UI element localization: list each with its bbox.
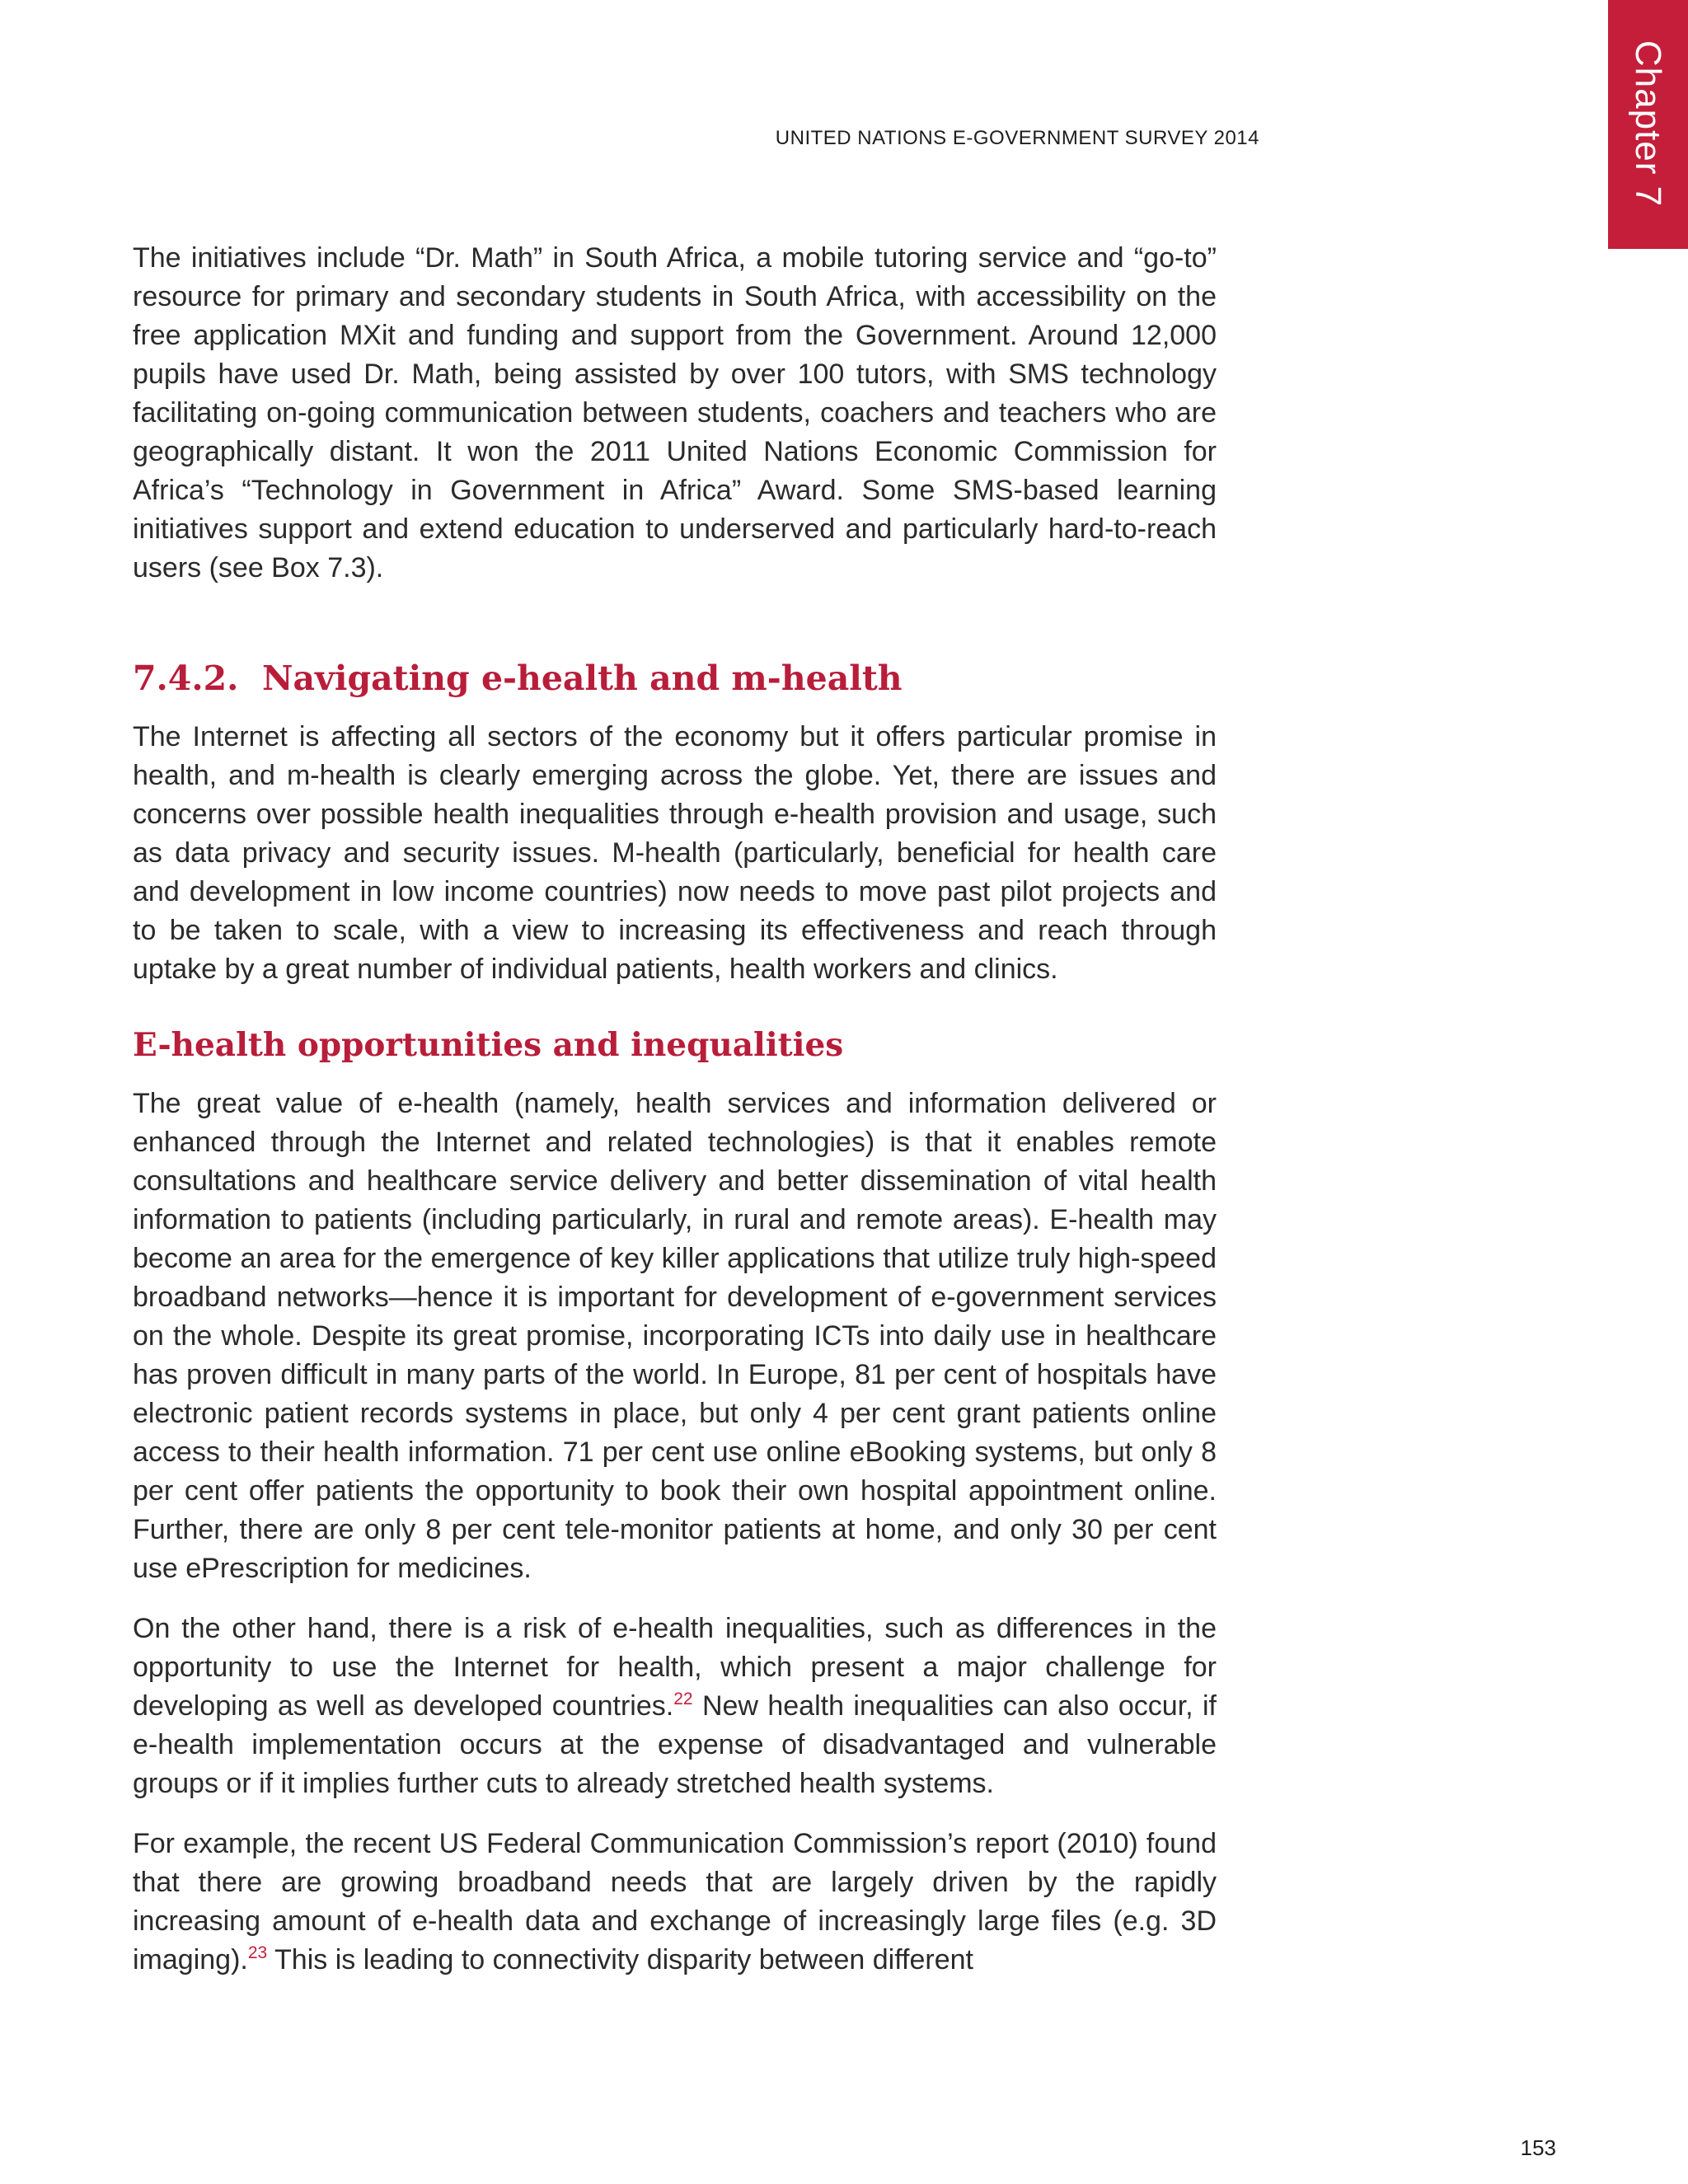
paragraph-2-text-before: On the other hand, there is a risk of e-health inequalities, such as differences in the opportunity to use the Internet for health, which present a major challenge for developing as well as developed countries. bbox=[133, 1613, 1217, 1722]
section-paragraph: The Internet is affecting all sectors of the economy but it offers particular promise in health, and m-health is clearly emerging across the globe. Yet, there are issues and concerns over possible health inequalities through e-health provision and usage, such as data privacy and security issues. M-health (particularly, beneficial for health care and development in low income countries) now needs to move past pilot projects and to be taken to scale, with a view to increasing its effectiveness and reach through uptake by a great number of individual patients, health workers and clinics. bbox=[133, 721, 1217, 985]
subsection-paragraph-1: The great value of e-health (namely, health services and information delivered or enhanced through the Internet and related technologies) is that it enables remote consultations and healthcare service delivery and better dissemination of vital health information to patients (including particularly, in rural and remote areas). E-health may become an area for the emergence of key killer applications that utilize truly high-speed broadband networks—hence it is important for development of e-government services on the whole. Despite its great promise, incorporating ICTs into daily use in healthcare has proven difficult in many parts of the world. In Europe, 81 per cent of hospitals have electronic patient records systems in place, but only 4 per cent grant patients online access to their health information. 71 per cent use online eBooking systems, but only 8 per cent offer patients the opportunity to book their own hospital appointment online. Further, there are only 8 per cent tele-monitor patients at home, and only 30 per cent use ePrescription for medicines. bbox=[133, 1088, 1217, 1584]
chapter-tab-label: Chapter 7 bbox=[1628, 40, 1668, 208]
paragraph-3-text-before: For example, the recent US Federal Communication Commission’s report (2010) found that there are growing broadband needs that are largely driven by the rapidly increasing amount of e-health data and exchange of increasingly large files (e.g. 3D imaging). bbox=[133, 1828, 1217, 1975]
subsection-paragraph-3 bbox=[133, 1825, 1217, 1980]
section-number: 7.4.2. bbox=[133, 658, 239, 698]
page-content bbox=[133, 239, 1217, 1980]
running-header: UNITED NATIONS E-GOVERNMENT SURVEY 2014 bbox=[775, 127, 1259, 149]
intro-paragraph: The initiatives include “Dr. Math” in South Africa, a mobile tutoring service and “go-to” resource for primary and secondary students in South Africa, with accessibility on the free application MXit and funding and support from the Government. Around 12,000 pupils have used Dr. Math, being assisted by over 100 tutors, with SMS technology facilitating on-going communication between students, coachers and teachers who are geographically distant. It won the 2011 United Nations Economic Commission for Africa’s “Technology in Government in Africa” Award. Some SMS-based learning initiatives support and extend education to underserved and particularly hard-to-reach users (see Box 7.3). bbox=[133, 242, 1217, 583]
footnote-ref-22[interactable]: 22 bbox=[673, 1690, 693, 1708]
section-title: Navigating e-health and m-health bbox=[262, 658, 903, 698]
paragraph-2-text-after: New health inequalities can also occur, if e-health implementation occurs at the expense of disadvantaged and vulnerable groups or if it implies further cuts to already stretched health systems. bbox=[133, 1690, 1217, 1799]
subsection-title: E-health opportunities and inequalities bbox=[133, 1026, 844, 1064]
subsection-paragraph-2 bbox=[133, 1610, 1217, 1803]
section-heading bbox=[133, 657, 1217, 700]
page-number: 153 bbox=[1520, 2135, 1556, 2160]
footnote-ref-23[interactable]: 23 bbox=[247, 1943, 268, 1962]
chapter-tab bbox=[1608, 0, 1688, 249]
paragraph-3-text-after: This is leading to connectivity disparity between different bbox=[267, 1944, 973, 1975]
